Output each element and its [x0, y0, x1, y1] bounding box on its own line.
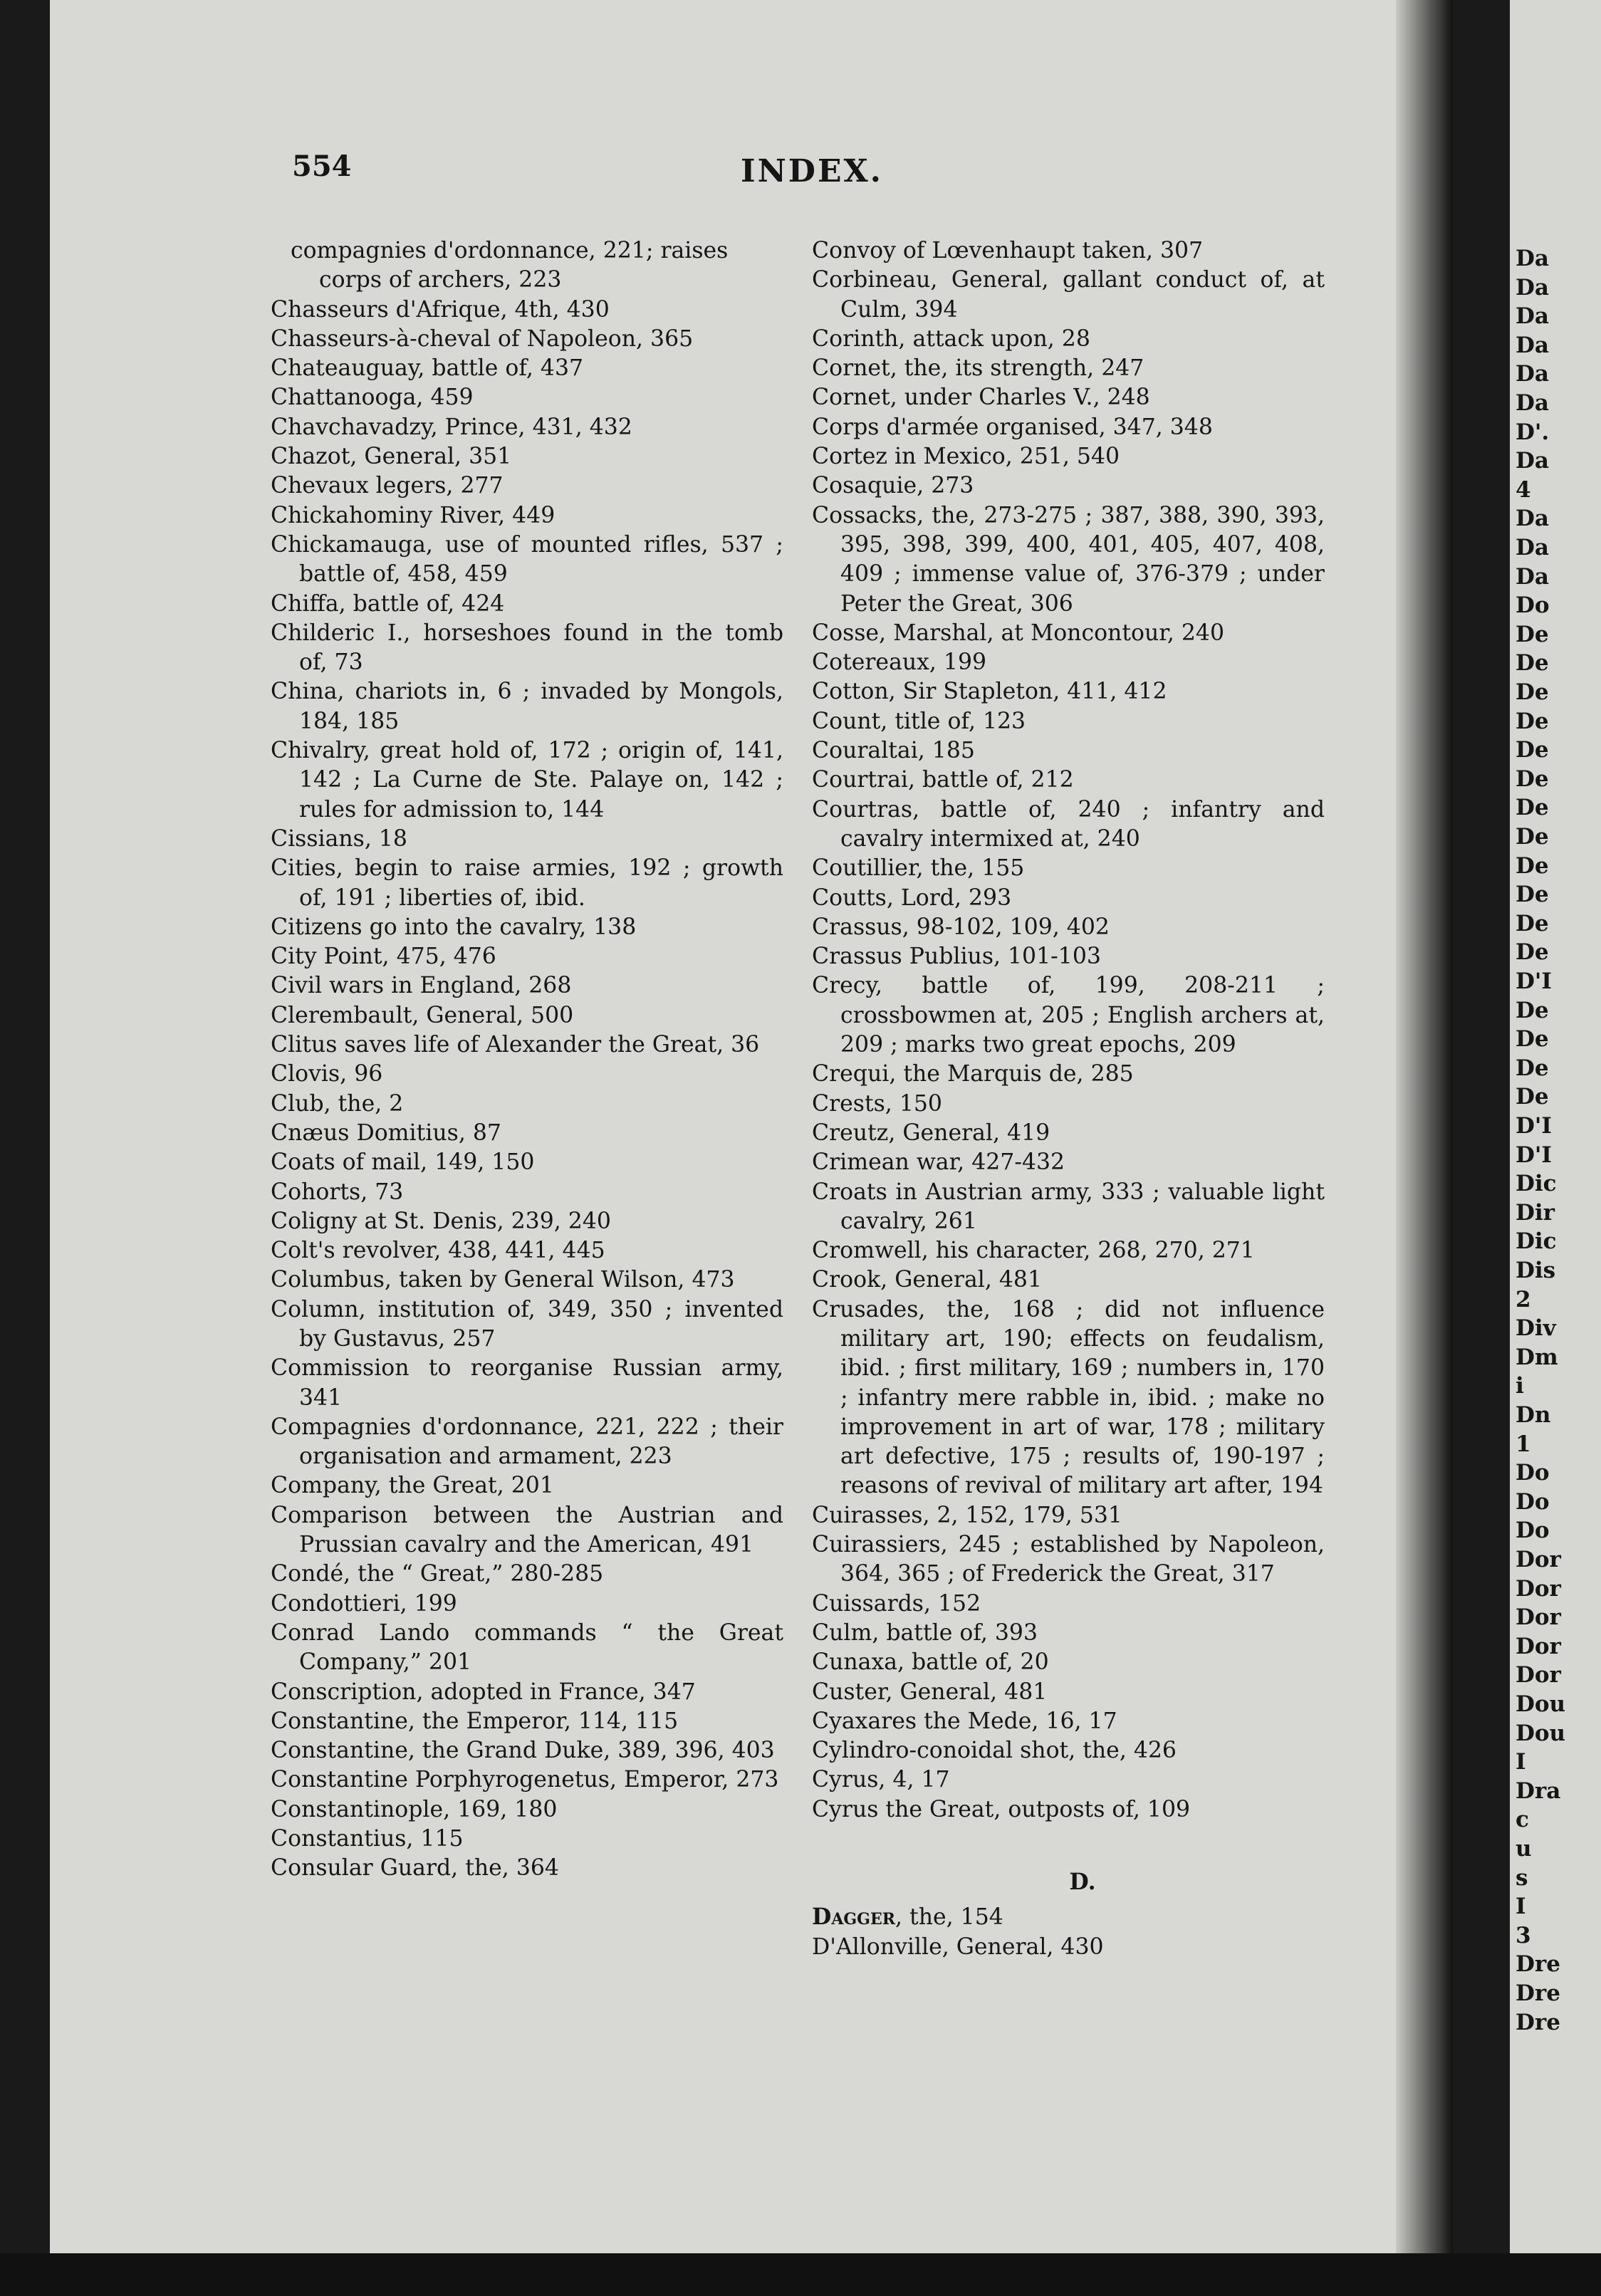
facing-page-fragment: De	[1516, 1026, 1549, 1053]
facing-page-fragment: D'I	[1516, 1142, 1552, 1168]
facing-page-fragment: De	[1516, 852, 1549, 879]
index-entry: Cyrus the Great, outposts of, 109	[812, 1796, 1191, 1822]
entry-list-right	[812, 236, 1325, 1825]
section-letter-d: D.	[1069, 1869, 1096, 1896]
facing-page-fragment: De	[1516, 766, 1549, 792]
index-entry-dagger	[812, 1902, 1325, 1932]
index-entry: Cotereaux, 199	[812, 649, 987, 676]
facing-page-fragment: De	[1516, 621, 1549, 647]
index-entry: Conrad Lando commands “ the Great Company,” 201	[271, 1619, 783, 1676]
index-entry: Club, the, 2	[271, 1090, 404, 1117]
index-entry: Coats of mail, 149, 150	[271, 1149, 535, 1176]
facing-page-fragment: Dm	[1516, 1344, 1558, 1370]
facing-page-fragment: De	[1516, 650, 1549, 677]
facing-page-fragment: Do	[1516, 1488, 1550, 1515]
facing-page-fragment: Do	[1516, 1518, 1550, 1544]
facing-page-fragment: Dor	[1516, 1547, 1561, 1572]
index-entry: Creutz, General, 419	[812, 1120, 1050, 1146]
index-entry: Column, institution of, 349, 350 ; invented by Gustavus, 257	[271, 1296, 783, 1352]
index-entry: Constantinople, 169, 180	[271, 1796, 558, 1822]
index-entry: Crook, General, 481	[812, 1267, 1042, 1293]
index-entry: Condottieri, 199	[271, 1590, 457, 1617]
index-entry: Crusades, the, 168 ; did not influence military art, 190; effects on feudalism, ibid. ; first military, 169 ; numbers in, 170 ; infantry mere rabble in, ibid. ; make no improvement in art of war, 178 ; military art defective, 175 ; results of, 190-197 ; reasons of revival of military art after, 194	[812, 1296, 1325, 1499]
facing-page-fragment: Da	[1516, 448, 1549, 474]
index-entry: Chazot, General, 351	[271, 444, 512, 470]
index-entry: Conscription, adopted in France, 347	[271, 1679, 696, 1705]
facing-page-fragment: D'I	[1516, 1113, 1552, 1139]
facing-page-fragment: De	[1516, 882, 1549, 908]
index-entry: Chevaux legers, 277	[271, 473, 504, 499]
index-entry: Croats in Austrian army, 333 ; valuable light cavalry, 261	[812, 1179, 1325, 1234]
index-entry: Chiffa, battle of, 424	[271, 590, 505, 617]
index-entry: City Point, 475, 476	[271, 944, 496, 970]
facing-page-edge	[1510, 0, 1601, 2296]
facing-page-fragment: De	[1516, 824, 1549, 850]
index-entry: Constantine, the Emperor, 114, 115	[271, 1708, 679, 1734]
facing-page-fragment: De	[1516, 1055, 1549, 1081]
entry-list-after-d	[812, 1933, 1325, 1962]
facing-page-fragment: De	[1516, 795, 1549, 821]
index-entry: Cuissards, 152	[812, 1590, 981, 1617]
facing-page-fragment: De	[1516, 737, 1549, 763]
index-entry: Cuirassiers, 245 ; established by Napoleon, 364, 365 ; of Frederick the Great, 317	[812, 1532, 1325, 1587]
facing-page-fragment: De	[1516, 708, 1549, 734]
index-entry: Compagnies d'ordonnance, 221, 222 ; their organisation and armament, 223	[271, 1414, 783, 1470]
facing-page-fragment: Dou	[1516, 1720, 1566, 1746]
entry-locator: , the, 154	[895, 1904, 1003, 1931]
running-head: INDEX.	[741, 153, 883, 189]
index-entry: Crecy, battle of, 199, 208-211 ; crossbowmen at, 205 ; English archers at, 209 ; marks two great epochs, 209	[812, 973, 1325, 1058]
index-entry: Coutts, Lord, 293	[812, 885, 1012, 911]
facing-page-fragment: Da	[1516, 332, 1549, 358]
index-entry: Cotton, Sir Stapleton, 411, 412	[812, 679, 1167, 705]
facing-page-fragment: Dis	[1516, 1258, 1556, 1283]
facing-page-fragment: Da	[1516, 535, 1549, 560]
index-entry: Courtras, battle of, 240 ; infantry and cavalry intermixed at, 240	[812, 796, 1325, 852]
index-entry: D'Allonville, General, 430	[812, 1934, 1104, 1960]
index-entry: Cromwell, his character, 268, 270, 271	[812, 1238, 1255, 1264]
facing-page-fragment: Da	[1516, 506, 1549, 532]
index-entry: Corinth, attack upon, 28	[812, 325, 1090, 352]
facing-page-fragment: Dic	[1516, 1228, 1557, 1255]
facing-page-fragment: u	[1516, 1836, 1532, 1862]
index-entry: Clitus saves life of Alexander the Great, 36	[271, 1032, 760, 1058]
facing-page-fragment: Da	[1516, 563, 1549, 590]
index-entry: Cossacks, the, 273-275 ; 387, 388, 390, 393, 395, 398, 399, 400, 401, 405, 407, 408, 409 ; immense value of, 376-379 ; under Peter the Great, 306	[812, 502, 1325, 617]
facing-page-fragment: D'I	[1516, 969, 1552, 994]
index-entry: Constantine, the Grand Duke, 389, 396, 403	[271, 1738, 775, 1764]
index-entry: Chickamauga, use of mounted rifles, 537 ; battle of, 458, 459	[271, 531, 783, 588]
index-entry: Chattanooga, 459	[271, 385, 474, 411]
entry-list-left	[271, 296, 783, 1884]
facing-page-fragment: Dor	[1516, 1633, 1561, 1659]
index-entry: Constantius, 115	[271, 1826, 464, 1852]
index-entry: Commission to reorganise Russian army, 341	[271, 1355, 783, 1411]
index-entry: Crimean war, 427-432	[812, 1149, 1065, 1176]
index-entry: Cyrus, 4, 17	[812, 1767, 950, 1793]
index-entry: Coligny at St. Denis, 239, 240	[271, 1208, 611, 1234]
facing-page-fragment: Dn	[1516, 1402, 1551, 1428]
index-entry: Constantine Porphyrogenetus, Emperor, 273	[271, 1767, 779, 1793]
facing-page-fragment: De	[1516, 1084, 1549, 1110]
index-entry: Cosse, Marshal, at Moncontour, 240	[812, 620, 1224, 646]
index-entry: Civil wars in England, 268	[271, 973, 572, 999]
index-entry: Childeric I., horseshoes found in the tomb of, 73	[271, 620, 783, 676]
facing-page-fragment: Dir	[1516, 1199, 1555, 1226]
facing-page-fragment: Da	[1516, 246, 1549, 271]
facing-page-fragment: Do	[1516, 1460, 1550, 1486]
book-gutter	[1396, 0, 1453, 2296]
index-entry: Chivalry, great hold of, 172 ; origin of, 141, 142 ; La Curne de Ste. Palaye on, 142 ; rules for admission to, 144	[271, 738, 783, 823]
index-entry: Colt's revolver, 438, 441, 445	[271, 1238, 605, 1264]
index-entry: Clerembault, General, 500	[271, 1002, 574, 1028]
index-entry: Crests, 150	[812, 1090, 942, 1117]
index-entry: Citizens go into the cavalry, 138	[271, 914, 637, 940]
scan-bottom-border	[0, 2253, 1601, 2296]
index-entry: Company, the Great, 201	[271, 1473, 554, 1499]
facing-page-fragment: Div	[1516, 1315, 1556, 1342]
index-entry: Clovis, 96	[271, 1061, 383, 1087]
index-entry: Cylindro-conoidal shot, the, 426	[812, 1738, 1177, 1764]
facing-page-fragment: Dic	[1516, 1171, 1557, 1197]
index-entry: Chasseurs-à-cheval of Napoleon, 365	[271, 325, 694, 352]
index-column-left	[271, 236, 783, 1884]
facing-page-fragment: D'.	[1516, 419, 1550, 445]
index-entry: Cortez in Mexico, 251, 540	[812, 444, 1120, 470]
index-entry: Cosaquie, 273	[812, 473, 974, 499]
facing-page-fragment: Da	[1516, 274, 1549, 301]
facing-page-fragment: Da	[1516, 390, 1549, 416]
facing-page-fragment: Dre	[1516, 2009, 1560, 2035]
facing-page-fragment: Dre	[1516, 1981, 1560, 2006]
index-entry: Cities, begin to raise armies, 192 ; growth of, 191 ; liberties of, ibid.	[271, 855, 783, 911]
index-entry: Convoy of Lœvenhaupt taken, 307	[812, 238, 1204, 263]
facing-page-fragment: I	[1516, 1894, 1526, 1920]
index-entry: Crequi, the Marquis de, 285	[812, 1061, 1134, 1087]
facing-page-fragment: 3	[1516, 1922, 1531, 1948]
index-entry: Cyaxares the Mede, 16, 17	[812, 1708, 1117, 1734]
facing-page-fragment: Dor	[1516, 1575, 1561, 1602]
facing-page-fragment: Da	[1516, 303, 1549, 330]
index-entry: Cornet, the, its strength, 247	[812, 355, 1144, 382]
index-entry: Cornet, under Charles V., 248	[812, 385, 1150, 411]
facing-page-fragment: Dre	[1516, 1951, 1560, 1978]
facing-page-fragment: De	[1516, 679, 1549, 705]
facing-page-fragment: Do	[1516, 593, 1550, 619]
index-entry: Chateauguay, battle of, 437	[271, 355, 584, 382]
index-entry: Chavchavadzy, Prince, 431, 432	[271, 414, 632, 440]
facing-page-fragment: 2	[1516, 1286, 1531, 1313]
index-entry: Comparison between the Austrian and Prussian cavalry and the American, 491	[271, 1502, 783, 1558]
facing-page-fragment: 1	[1516, 1431, 1531, 1457]
facing-page-fragment: De	[1516, 997, 1549, 1023]
index-entry: Custer, General, 481	[812, 1679, 1048, 1705]
index-entry: Chasseurs d'Afrique, 4th, 430	[271, 296, 610, 323]
index-entry: Cohorts, 73	[271, 1179, 404, 1205]
index-entry: Courtrai, battle of, 212	[812, 767, 1074, 793]
facing-page-fragment: Dor	[1516, 1662, 1561, 1689]
facing-page-fragment: De	[1516, 939, 1549, 966]
facing-page-fragment: Dra	[1516, 1778, 1561, 1804]
facing-page-fragment: s	[1516, 1864, 1528, 1891]
index-entry: Columbus, taken by General Wilson, 473	[271, 1267, 735, 1293]
index-column-right	[812, 236, 1325, 1962]
facing-page-fragment: I	[1516, 1749, 1526, 1775]
facing-page-fragment: Dou	[1516, 1691, 1566, 1717]
index-entry: Couraltai, 185	[812, 738, 975, 764]
facing-page-fragment: De	[1516, 910, 1549, 936]
index-entry: Consular Guard, the, 364	[271, 1855, 559, 1882]
index-entry: Crassus Publius, 101-103	[812, 944, 1101, 970]
facing-page-fragment: Da	[1516, 361, 1549, 387]
continued-entry: compagnies d'ordonnance, 221; raises corps of archers, 223	[291, 238, 729, 293]
facing-page-fragment: Dor	[1516, 1604, 1561, 1631]
index-entry: China, chariots in, 6 ; invaded by Mongols, 184, 185	[271, 679, 783, 734]
index-entry: Corbineau, General, gallant conduct of, at Culm, 394	[812, 267, 1325, 323]
index-entry: Crassus, 98-102, 109, 402	[812, 914, 1110, 940]
index-entry: Count, title of, 123	[812, 708, 1026, 734]
index-entry: Cissians, 18	[271, 825, 407, 852]
page-number: 554	[292, 150, 352, 183]
entry-headword: Dagger	[812, 1904, 896, 1931]
index-entry: Condé, the “ Great,” 280-285	[271, 1561, 604, 1587]
index-entry: Culm, battle of, 393	[812, 1619, 1038, 1646]
index-entry: Coutillier, the, 155	[812, 855, 1025, 882]
facing-page-fragment: c	[1516, 1807, 1529, 1833]
index-entry: Cnæus Domitius, 87	[271, 1120, 501, 1146]
index-entry: Cuirasses, 2, 152, 179, 531	[812, 1502, 1122, 1528]
facing-page-fragment: 4	[1516, 476, 1531, 503]
index-entry: Corps d'armée organised, 347, 348	[812, 414, 1213, 440]
facing-page-fragment: i	[1516, 1373, 1524, 1399]
index-entry: Chickahominy River, 449	[271, 502, 556, 528]
index-entry: Cunaxa, battle of, 20	[812, 1649, 1049, 1676]
